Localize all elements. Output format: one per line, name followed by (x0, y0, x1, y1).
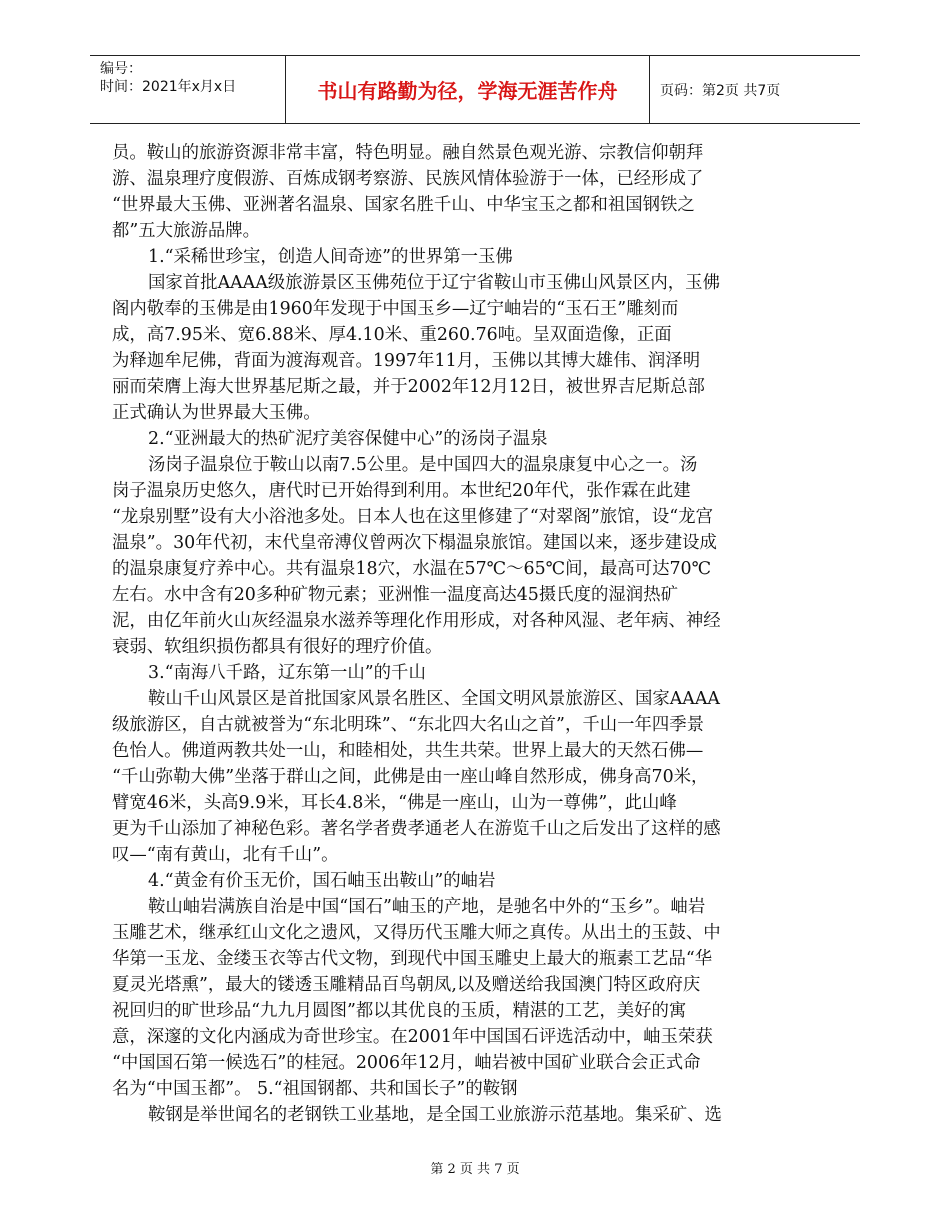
body-line: 正式确认为世界最大玉佛。 (112, 403, 321, 423)
serial-label: 编号： (100, 61, 142, 77)
body-line: 玉雕艺术，继承红山文化之遗风，又得历代玉雕大师之真传。从出土的玉鼓、中 (112, 923, 721, 943)
body-line: 成，高7.95米、宽6.88米、厚4.10米、重260.76吨。呈双面造像，正面 (112, 325, 672, 345)
body-line: 员。鞍山的旅游资源非常丰富，特色明显。融自然景色观光游、宗教信仰朝拜 (112, 143, 704, 163)
body-line: 左右。水中含有20多种矿物元素；亚洲惟一温度高达45摄氏度的湿润热矿 (112, 585, 678, 605)
body-line: 温泉”。30年代初，末代皇帝溥仪曾两次下榻温泉旅馆。建国以来，逐步建设成 (112, 533, 717, 553)
body-line: 岗子温泉历史悠久，唐代时已开始得到利用。本世纪20年代，张作霖在此建 (112, 481, 691, 501)
body-line: 1.“采稀世珍宝，创造人间奇迹”的世界第一玉佛 (148, 247, 513, 267)
body-line: 叹—“南有黄山，北有千山”。 (112, 845, 339, 865)
body-line: 意，深邃的文化内涵成为奇世珍宝。在2001年中国国石评选活动中，岫玉荣获 (112, 1027, 713, 1047)
header-meta (100, 60, 236, 96)
body-line: 祝回归的旷世珍品“九九月圆图”都以其优良的玉质，精湛的工艺，美好的寓 (112, 1001, 687, 1021)
body-line: 色怡人。佛道两教共处一山，和睦相处，共生共荣。世界上最大的天然石佛— (112, 741, 704, 761)
body-line: 国家首批AAAA级旅游景区玉佛苑位于辽宁省鞍山市玉佛山风景区内，玉佛 (148, 273, 720, 293)
body-line: 阁内敬奉的玉佛是由1960年发现于中国玉乡—辽宁岫岩的“玉石王”雕刻而 (112, 299, 679, 319)
body-line: “世界最大玉佛、亚洲著名温泉、国家名胜千山、中华宝玉之都和祖国钢铁之 (112, 195, 695, 215)
document-body (112, 140, 772, 1128)
body-line: 丽而荣膺上海大世界基尼斯之最，并于2002年12月12日，被世界吉尼斯总部 (112, 377, 705, 397)
body-line: 的温泉康复疗养中心。共有温泉18穴，水温在57℃～65℃间，最高可达70℃ (112, 559, 712, 579)
page-footer: 第 2 页 共 7 页 (430, 1162, 520, 1177)
body-line: 夏灵光塔熏”，最大的镂透玉雕精品百鸟朝凤,以及赠送给我国澳门特区政府庆 (112, 975, 701, 995)
body-line: “龙泉别墅”设有大小浴池多处。日本人也在这里修建了“对翠阁”旅馆，设“龙宫 (112, 507, 713, 527)
body-line: 级旅游区，自古就被誉为“东北明珠”、“东北四大名山之首”，千山一年四季景 (112, 715, 705, 735)
header-divider (649, 56, 650, 123)
date-label: 时间：2021年x月x日 (100, 79, 237, 95)
body-line: 臂宽46米，头高9.9米，耳长4.8米，“佛是一座山，山为一尊佛”，此山峰 (112, 793, 677, 813)
header-motto: 书山有路勤为径，学海无涯苦作舟 (317, 79, 618, 103)
body-line: 3.“南海八千路，辽东第一山”的千山 (148, 663, 426, 683)
body-line: 更为千山添加了神秘色彩。著名学者费孝通老人在游览千山之后发出了这样的感 (112, 819, 721, 839)
body-line: 游、温泉理疗度假游、百炼成钢考察游、民族风情体验游于一体，已经形成了 (112, 169, 704, 189)
body-line: 汤岗子温泉位于鞍山以南7.5公里。是中国四大的温泉康复中心之一。汤 (148, 455, 698, 475)
body-line: 2.“亚洲最大的热矿泥疗美容保健中心”的汤岗子温泉 (148, 429, 548, 449)
body-line: 鞍山千山风景区是首批国家风景名胜区、全国文明风景旅游区、国家AAAA (148, 689, 720, 709)
header-table (90, 55, 860, 124)
body-line: 鞍山岫岩满族自治是中国“国石”岫玉的产地，是驰名中外的“玉乡”。岫岩 (148, 897, 706, 917)
body-line: 4.“黄金有价玉无价，国石岫玉出鞍山”的岫岩 (148, 871, 496, 891)
body-line: 名为“中国玉都”。 5.“祖国钢都、共和国长子”的鞍钢 (112, 1079, 518, 1099)
body-line: 为释迦牟尼佛，背面为渡海观音。1997年11月，玉佛以其博大雄伟、润泽明 (112, 351, 701, 371)
header-page-label: 页码：第2页 共7页 (660, 82, 781, 99)
body-line: 都”五大旅游品牌。 (112, 221, 261, 241)
body-line: 衰弱、软组织损伤都具有很好的理疗价值。 (112, 637, 443, 657)
body-line: “中国国石第一候选石”的桂冠。2006年12月，岫岩被中国矿业联合会正式命 (112, 1053, 701, 1073)
body-line: 鞍钢是举世闻名的老钢铁工业基地，是全国工业旅游示范基地。集采矿、选 (148, 1105, 722, 1125)
body-line: 华第一玉龙、金缕玉衣等古代文物，到现代中国玉雕史上最大的瓶素工艺品“华 (112, 949, 713, 969)
body-line: 泥，由亿年前火山灰经温泉水滋养等理化作用形成，对各种风湿、老年病、神经 (112, 611, 721, 631)
body-line: “千山弥勒大佛”坐落于群山之间，此佛是由一座山峰自然形成，佛身高70米， (112, 767, 709, 787)
